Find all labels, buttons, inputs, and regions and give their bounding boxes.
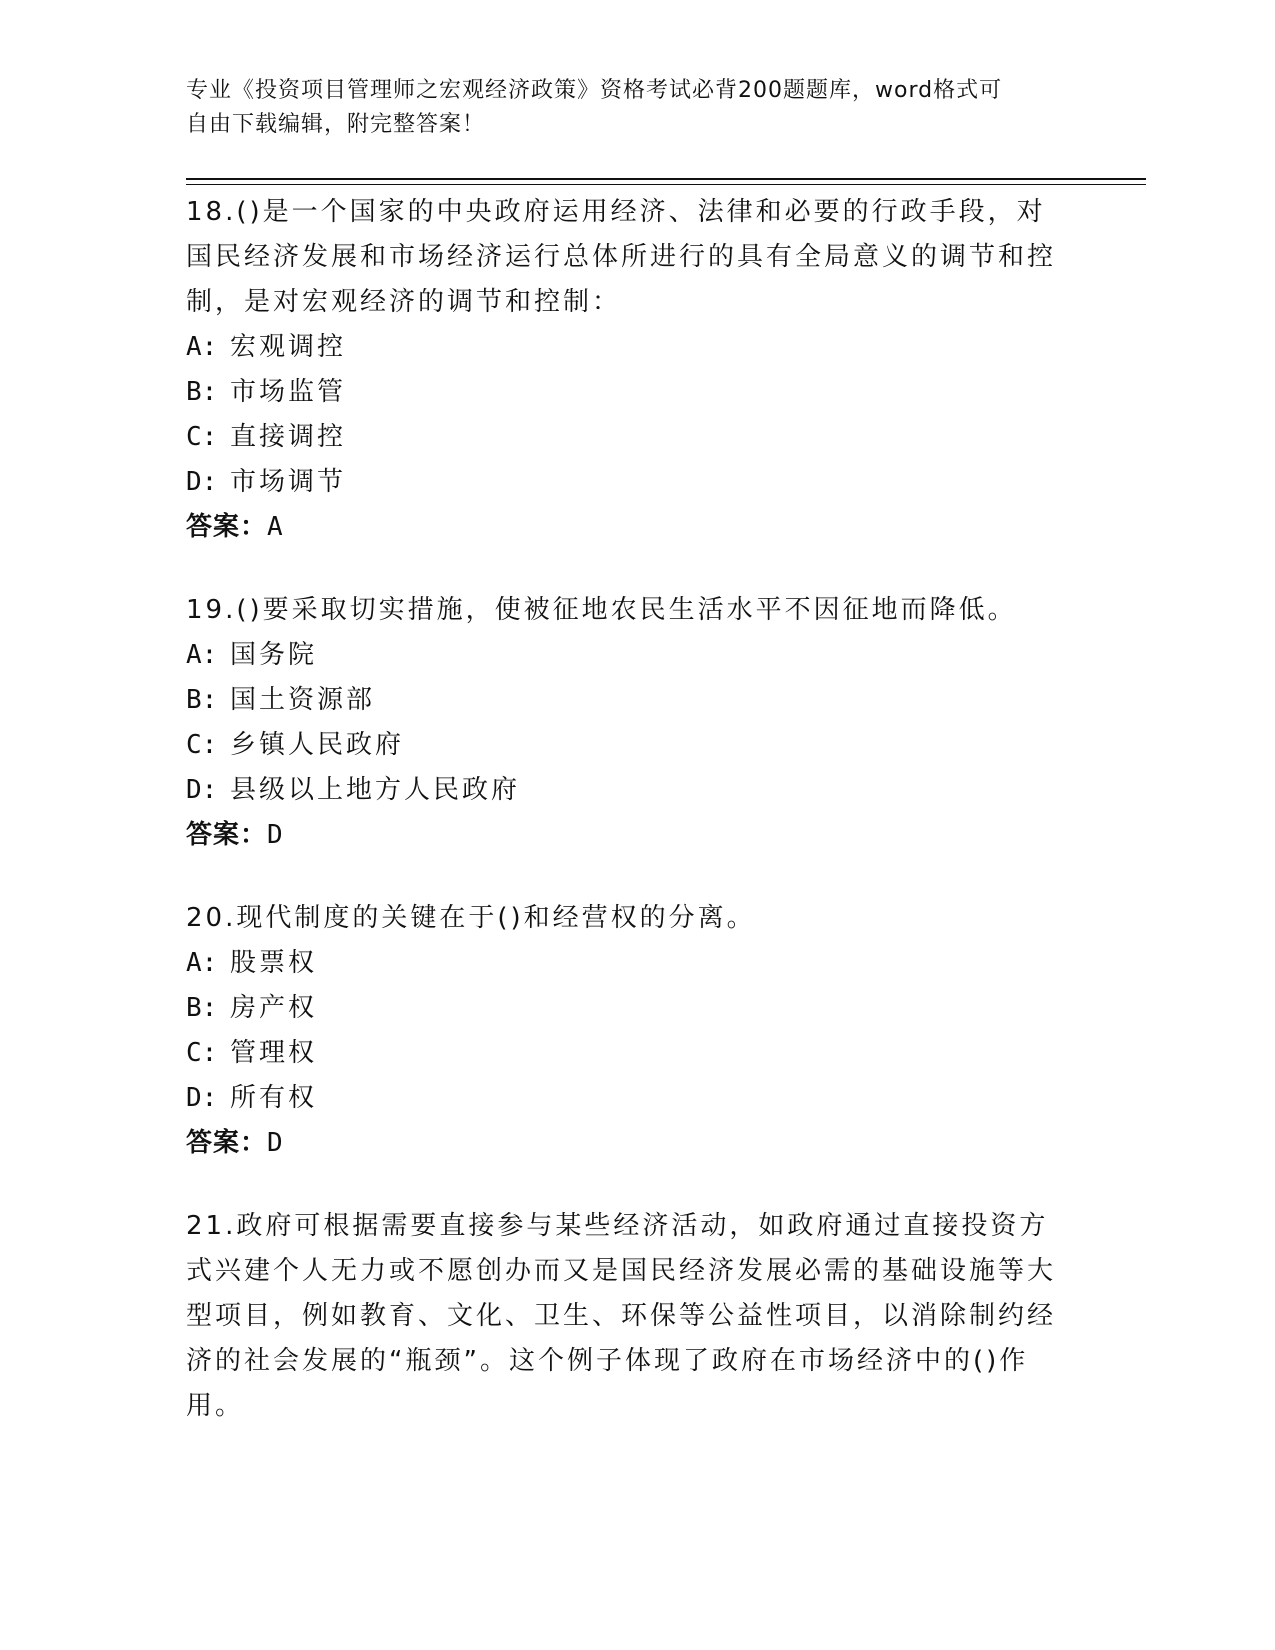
option-key: D: bbox=[186, 775, 218, 805]
option-text: 管理权 bbox=[230, 1038, 318, 1068]
question-stem: 18.()是一个国家的中央政府运用经济、法律和必要的行政手段，对国民经济发展和市场经济运行总体所进行的具有全局意义的调节和控制，是对宏观经济的调节和控制： bbox=[186, 197, 1057, 317]
option-text: 市场调节 bbox=[230, 467, 347, 497]
option-key: C: bbox=[186, 1038, 218, 1068]
answer-value: A bbox=[267, 512, 284, 542]
header-line-2: 自由下载编辑，附完整答案！ bbox=[186, 112, 486, 137]
option-b bbox=[186, 986, 1066, 1031]
option-c bbox=[186, 415, 1066, 460]
option-text: 市场监管 bbox=[230, 377, 347, 407]
answer-label: 答案： bbox=[186, 512, 268, 542]
option-key: C: bbox=[186, 730, 218, 760]
option-key: A: bbox=[186, 332, 218, 362]
option-text: 所有权 bbox=[230, 1083, 318, 1113]
answer-line bbox=[186, 505, 1066, 550]
answer-value: D bbox=[267, 820, 284, 850]
answer-value: D bbox=[267, 1128, 284, 1158]
question-19 bbox=[186, 588, 1066, 858]
option-text: 县级以上地方人民政府 bbox=[230, 775, 521, 805]
option-a bbox=[186, 633, 1066, 678]
option-text: 国务院 bbox=[230, 640, 318, 670]
header-line-1: 专业《投资项目管理师之宏观经济政策》资格考试必背200题题库，word格式可 bbox=[186, 78, 1003, 103]
option-key: A: bbox=[186, 640, 218, 670]
option-b bbox=[186, 678, 1066, 723]
question-stem: 19.()要采取切实措施，使被征地农民生活水平不因征地而降低。 bbox=[186, 595, 1017, 625]
option-text: 房产权 bbox=[230, 993, 318, 1023]
option-key: A: bbox=[186, 948, 218, 978]
answer-label: 答案： bbox=[186, 820, 268, 850]
option-d bbox=[186, 1076, 1066, 1121]
question-18 bbox=[186, 190, 1066, 550]
header-divider-thin bbox=[186, 184, 1146, 185]
option-b bbox=[186, 370, 1066, 415]
option-a bbox=[186, 325, 1066, 370]
option-text: 直接调控 bbox=[230, 422, 347, 452]
header-divider-thick bbox=[186, 178, 1146, 180]
question-stem: 20.现代制度的关键在于()和经营权的分离。 bbox=[186, 903, 756, 933]
option-key: C: bbox=[186, 422, 218, 452]
option-key: B: bbox=[186, 377, 218, 407]
option-text: 国土资源部 bbox=[230, 685, 376, 715]
question-list bbox=[186, 190, 1066, 1467]
option-c bbox=[186, 1031, 1066, 1076]
answer-line bbox=[186, 1121, 1066, 1166]
option-d bbox=[186, 768, 1066, 813]
option-key: B: bbox=[186, 685, 218, 715]
question-21 bbox=[186, 1204, 1066, 1429]
question-stem: 21.政府可根据需要直接参与某些经济活动，如政府通过直接投资方式兴建个人无力或不愿创办而又是国民经济发展必需的基础设施等大型项目，例如教育、文化、卫生、环保等公益性项目，以消除制约经济的社会发展的“瓶颈”。这个例子体现了政府在市场经济中的()作用。 bbox=[186, 1211, 1057, 1421]
option-a bbox=[186, 941, 1066, 986]
answer-line bbox=[186, 813, 1066, 858]
option-c bbox=[186, 723, 1066, 768]
option-key: D: bbox=[186, 467, 218, 497]
option-d bbox=[186, 460, 1066, 505]
option-text: 乡镇人民政府 bbox=[230, 730, 405, 760]
answer-label: 答案： bbox=[186, 1128, 268, 1158]
option-text: 股票权 bbox=[230, 948, 318, 978]
option-key: B: bbox=[186, 993, 218, 1023]
question-20 bbox=[186, 896, 1066, 1166]
option-key: D: bbox=[186, 1083, 218, 1113]
option-text: 宏观调控 bbox=[230, 332, 347, 362]
document-header bbox=[186, 74, 1066, 142]
